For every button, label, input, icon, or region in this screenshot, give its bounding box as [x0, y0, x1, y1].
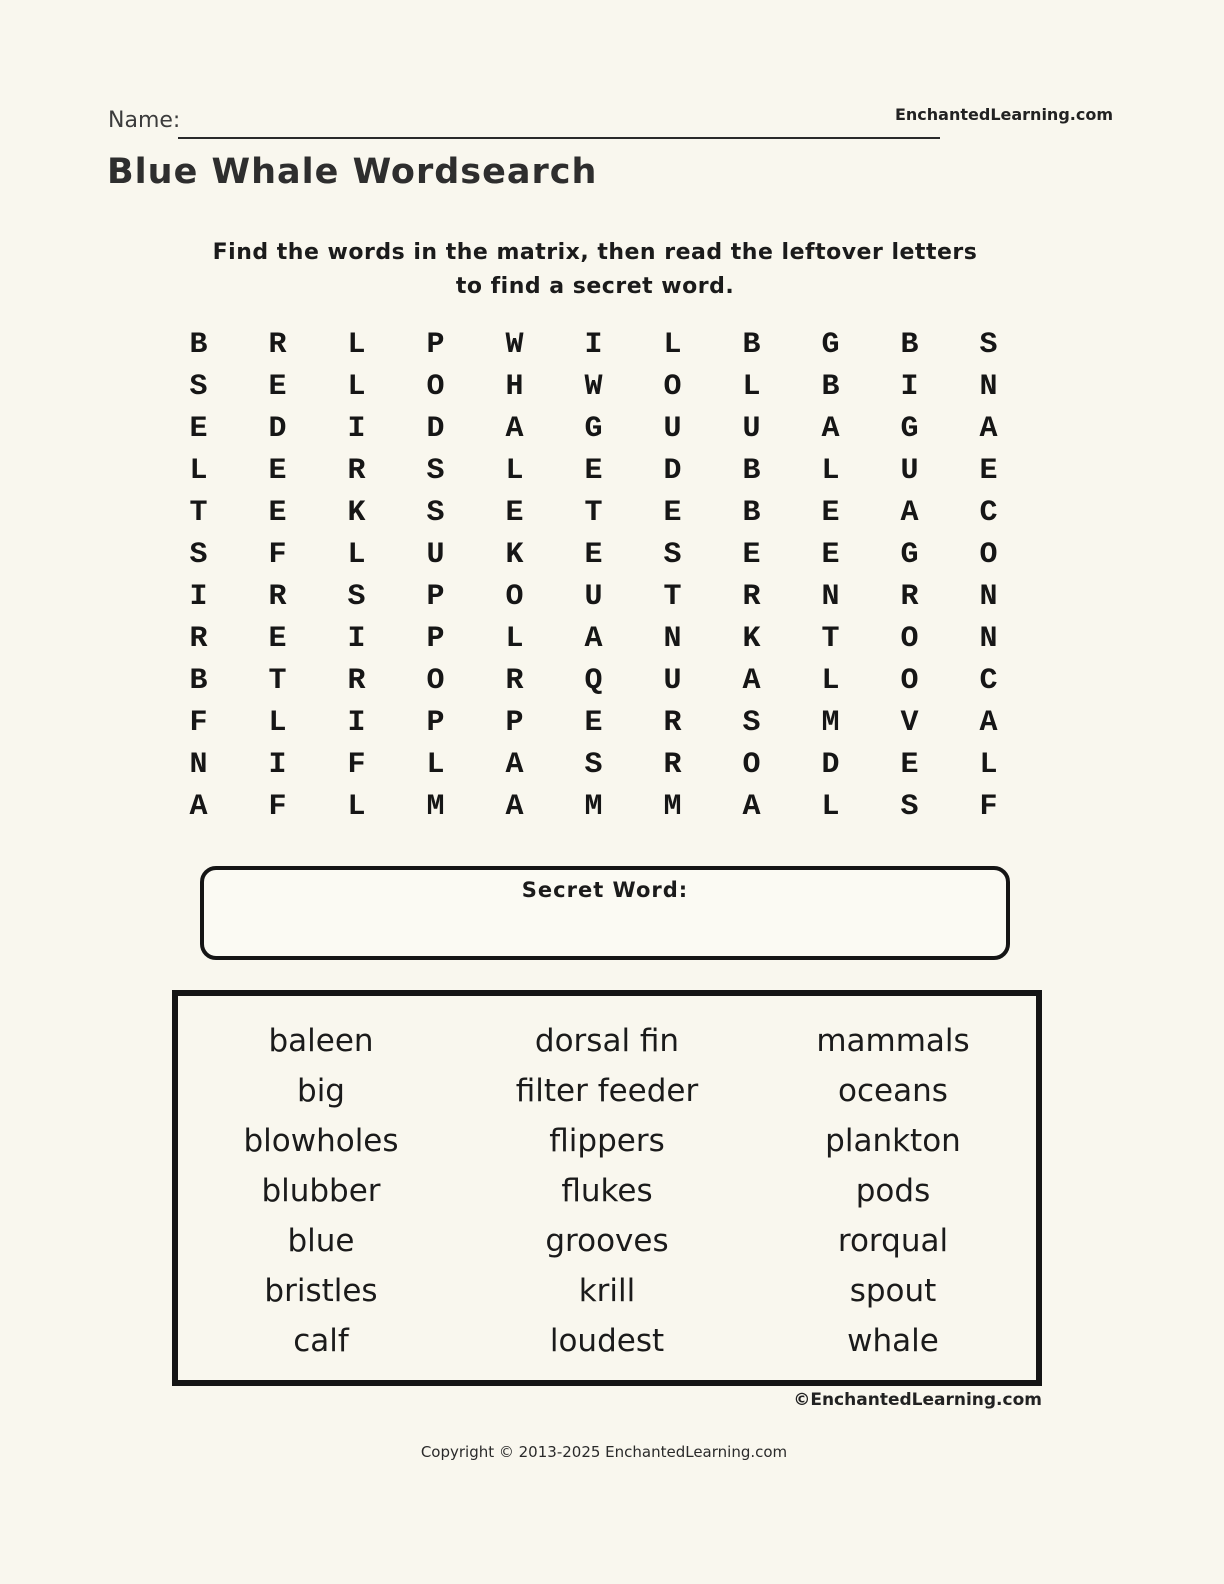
grid-letter: A — [189, 790, 208, 824]
grid-letter: I — [347, 706, 366, 740]
instructions — [0, 236, 1190, 304]
grid-letter: R — [347, 664, 366, 698]
secret-word-box — [200, 866, 1010, 960]
grid-letter: A — [505, 748, 524, 782]
grid-letter: L — [821, 664, 840, 698]
grid-letter: D — [821, 748, 840, 782]
grid-letter: B — [189, 328, 208, 362]
word-list-item: bristles — [264, 1273, 378, 1309]
grid-letter: S — [347, 580, 366, 614]
grid-letter: K — [347, 496, 366, 530]
secret-word-label: Secret Word: — [521, 878, 689, 902]
grid-letter: M — [821, 706, 840, 740]
grid-letter: R — [900, 580, 919, 614]
grid-letter: U — [584, 580, 603, 614]
word-list-item: flippers — [549, 1123, 665, 1159]
grid-letter: T — [268, 664, 287, 698]
grid-letter: I — [347, 622, 366, 656]
grid-letter: T — [189, 496, 208, 530]
grid-letter: U — [900, 454, 919, 488]
grid-letter: P — [505, 706, 524, 740]
grid-letter: L — [347, 370, 366, 404]
grid-letter: S — [584, 748, 603, 782]
grid-letter: N — [663, 622, 682, 656]
word-list-item: blubber — [261, 1173, 381, 1209]
grid-letter: S — [426, 454, 445, 488]
grid-letter: M — [663, 790, 682, 824]
grid-letter: E — [821, 538, 840, 572]
grid-letter: E — [189, 412, 208, 446]
grid-letter: A — [821, 412, 840, 446]
grid-letter: N — [979, 622, 998, 656]
grid-letter: L — [821, 790, 840, 824]
grid-letter: P — [426, 580, 445, 614]
grid-letter: I — [347, 412, 366, 446]
grid-letter: A — [584, 622, 603, 656]
grid-letter: L — [505, 622, 524, 656]
grid-letter: O — [505, 580, 524, 614]
grid-letter: R — [663, 748, 682, 782]
grid-letter: G — [584, 412, 603, 446]
grid-letter: B — [742, 496, 761, 530]
grid-row — [159, 534, 1028, 576]
grid-letter: S — [426, 496, 445, 530]
word-list-item: plankton — [825, 1123, 961, 1159]
grid-letter: E — [268, 622, 287, 656]
grid-letter: O — [426, 664, 445, 698]
grid-letter: W — [584, 370, 603, 404]
grid-letter: E — [268, 496, 287, 530]
grid-letter: A — [505, 790, 524, 824]
word-list-item: blowholes — [243, 1123, 399, 1159]
grid-letter: L — [347, 538, 366, 572]
grid-letter: N — [821, 580, 840, 614]
grid-letter: A — [505, 412, 524, 446]
grid-letter: O — [742, 748, 761, 782]
word-list-item: flukes — [561, 1173, 653, 1209]
grid-letter: A — [742, 790, 761, 824]
grid-letter: L — [347, 790, 366, 824]
grid-letter: S — [189, 538, 208, 572]
grid-letter: R — [189, 622, 208, 656]
grid-letter: T — [821, 622, 840, 656]
grid-row — [159, 618, 1028, 660]
grid-letter: M — [584, 790, 603, 824]
grid-letter: U — [426, 538, 445, 572]
word-list-item: dorsal fin — [534, 1023, 680, 1059]
grid-letter: A — [900, 496, 919, 530]
grid-letter: E — [268, 370, 287, 404]
grid-letter: F — [189, 706, 208, 740]
grid-letter: A — [742, 664, 761, 698]
grid-letter: R — [268, 328, 287, 362]
grid-row — [159, 576, 1028, 618]
grid-row — [159, 744, 1028, 786]
letter-grid — [159, 324, 1028, 828]
grid-letter: V — [900, 706, 919, 740]
grid-letter: E — [268, 454, 287, 488]
word-list-column — [178, 996, 464, 1380]
word-list-item: krill — [578, 1273, 636, 1309]
grid-letter: O — [663, 370, 682, 404]
grid-letter: M — [426, 790, 445, 824]
word-list-item: blue — [287, 1223, 355, 1259]
grid-letter: T — [663, 580, 682, 614]
word-list-item: pods — [855, 1173, 931, 1209]
grid-letter: L — [742, 370, 761, 404]
word-list-column — [750, 996, 1036, 1380]
grid-letter: B — [189, 664, 208, 698]
grid-letter: O — [979, 538, 998, 572]
grid-letter: Q — [584, 664, 603, 698]
grid-letter: L — [268, 706, 287, 740]
word-list-item: big — [297, 1073, 345, 1109]
grid-letter: O — [900, 664, 919, 698]
grid-letter: F — [268, 790, 287, 824]
grid-letter: O — [426, 370, 445, 404]
grid-row — [159, 786, 1028, 828]
word-list-item: filter feeder — [515, 1073, 699, 1109]
grid-letter: B — [821, 370, 840, 404]
word-list-item: baleen — [268, 1023, 374, 1059]
grid-row — [159, 366, 1028, 408]
site-credit: EnchantedLearning.com — [894, 105, 1113, 124]
word-list-item: mammals — [816, 1023, 970, 1059]
grid-letter: O — [900, 622, 919, 656]
grid-letter: E — [505, 496, 524, 530]
grid-letter: L — [426, 748, 445, 782]
grid-letter: N — [979, 580, 998, 614]
grid-letter: W — [505, 328, 524, 362]
word-list-item: whale — [847, 1323, 939, 1359]
grid-letter: A — [979, 412, 998, 446]
word-list-item: grooves — [545, 1223, 669, 1259]
grid-letter: U — [742, 412, 761, 446]
grid-letter: P — [426, 328, 445, 362]
grid-letter: B — [742, 328, 761, 362]
grid-letter: H — [505, 370, 524, 404]
grid-row — [159, 660, 1028, 702]
grid-letter: S — [742, 706, 761, 740]
grid-letter: E — [821, 496, 840, 530]
grid-letter: L — [505, 454, 524, 488]
grid-letter: S — [189, 370, 208, 404]
grid-letter: R — [347, 454, 366, 488]
grid-letter: D — [663, 454, 682, 488]
grid-letter: P — [426, 622, 445, 656]
grid-letter: U — [663, 664, 682, 698]
grid-letter: L — [821, 454, 840, 488]
grid-letter: N — [979, 370, 998, 404]
grid-letter: D — [268, 412, 287, 446]
grid-letter: F — [268, 538, 287, 572]
grid-letter: A — [979, 706, 998, 740]
grid-letter: K — [505, 538, 524, 572]
grid-letter: R — [742, 580, 761, 614]
grid-letter: T — [584, 496, 603, 530]
grid-letter: L — [979, 748, 998, 782]
grid-letter: C — [979, 664, 998, 698]
grid-letter: E — [742, 538, 761, 572]
grid-letter: I — [900, 370, 919, 404]
instructions-line1: Find the words in the matrix, then read the leftover letters — [212, 240, 978, 265]
grid-letter: E — [663, 496, 682, 530]
grid-letter: E — [584, 454, 603, 488]
grid-row — [159, 324, 1028, 366]
word-list-item: rorqual — [837, 1223, 949, 1259]
grid-letter: I — [268, 748, 287, 782]
grid-letter: L — [663, 328, 682, 362]
name-label: Name: — [108, 108, 181, 133]
grid-letter: G — [900, 412, 919, 446]
grid-letter: S — [900, 790, 919, 824]
grid-letter: N — [189, 748, 208, 782]
word-box-credit: ©EnchantedLearning.com — [793, 1390, 1042, 1410]
grid-letter: G — [900, 538, 919, 572]
word-list-item: spout — [849, 1273, 937, 1309]
grid-letter: E — [900, 748, 919, 782]
grid-letter: R — [663, 706, 682, 740]
word-list-box — [172, 990, 1042, 1386]
grid-letter: I — [584, 328, 603, 362]
grid-row — [159, 492, 1028, 534]
instructions-line2: to find a secret word. — [455, 274, 735, 299]
grid-letter: E — [584, 538, 603, 572]
word-list-column — [464, 996, 750, 1380]
copyright-line: Copyright © 2013-2025 EnchantedLearning.com — [420, 1443, 788, 1461]
grid-letter: B — [900, 328, 919, 362]
name-blank-line — [178, 100, 940, 139]
grid-letter: E — [979, 454, 998, 488]
grid-letter: E — [584, 706, 603, 740]
grid-letter: L — [347, 328, 366, 362]
grid-letter: B — [742, 454, 761, 488]
grid-letter: S — [979, 328, 998, 362]
grid-letter: R — [268, 580, 287, 614]
grid-row — [159, 702, 1028, 744]
grid-letter: S — [663, 538, 682, 572]
word-list-item: calf — [293, 1323, 349, 1359]
grid-letter: F — [979, 790, 998, 824]
grid-letter: R — [505, 664, 524, 698]
grid-row — [159, 450, 1028, 492]
grid-letter: P — [426, 706, 445, 740]
grid-letter: U — [663, 412, 682, 446]
grid-letter: G — [821, 328, 840, 362]
word-list-item: loudest — [549, 1323, 665, 1359]
grid-letter: D — [426, 412, 445, 446]
page-title: Blue Whale Wordsearch — [107, 152, 598, 192]
grid-row — [159, 408, 1028, 450]
grid-letter: F — [347, 748, 366, 782]
grid-letter: L — [189, 454, 208, 488]
grid-letter: I — [189, 580, 208, 614]
grid-letter: K — [742, 622, 761, 656]
word-list-item: oceans — [838, 1073, 948, 1109]
grid-letter: C — [979, 496, 998, 530]
